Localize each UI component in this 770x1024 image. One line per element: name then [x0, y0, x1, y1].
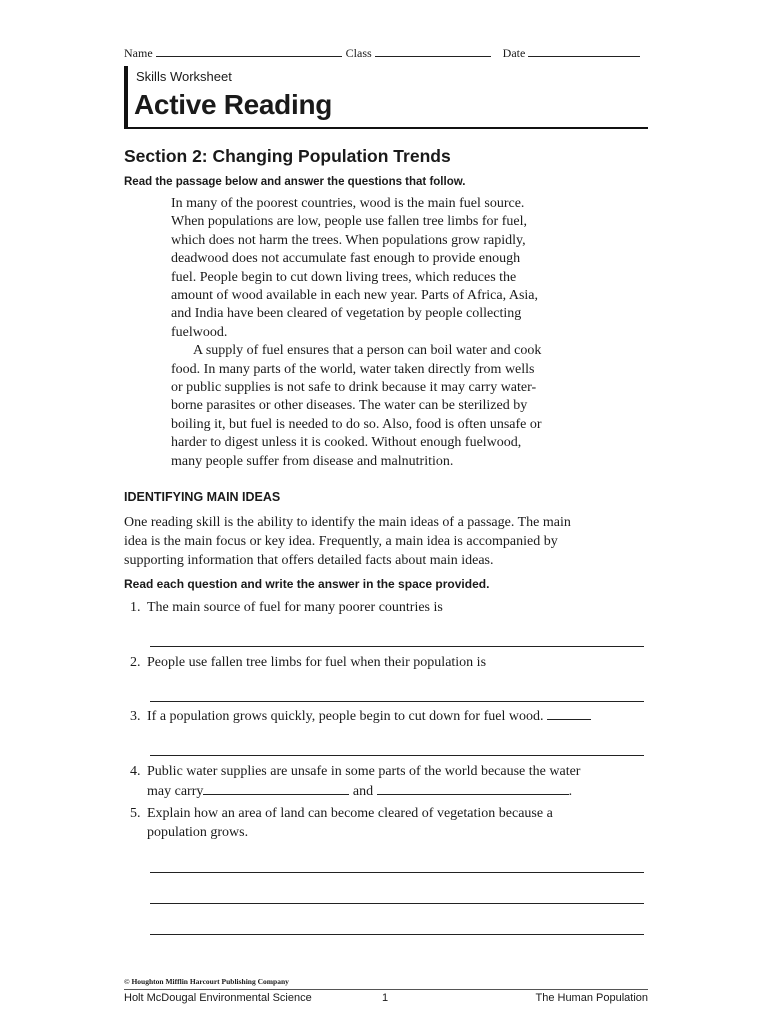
question-text-and: and: [352, 784, 374, 799]
passage-line: In many of the poorest countries, wood is the main fuel source.: [171, 196, 525, 211]
passage-line: many people suffer from disease and malnutrition.: [171, 453, 454, 469]
question-text: Public water supplies are unsafe in some parts of the world because the water: [147, 764, 581, 779]
question-number: 1.: [130, 600, 141, 615]
passage-paragraph-1: [171, 195, 611, 342]
section-heading: Section 2: Changing Population Trends: [124, 146, 451, 166]
passage-line: deadwood does not accumulate fast enough to provide enough: [171, 251, 521, 267]
page-title: Active Reading: [134, 89, 333, 120]
answer-blank-4b[interactable]: [377, 781, 569, 795]
reading-passage: [171, 195, 611, 471]
skill-line: One reading skill is the ability to identify the main ideas of a passage. The main: [124, 515, 571, 530]
question-number: 3.: [130, 709, 141, 724]
title-bar-rule: [124, 66, 128, 128]
answer-line-1[interactable]: [150, 646, 644, 647]
answer-line-5a[interactable]: [150, 872, 644, 873]
worksheet-kicker: Skills Worksheet: [136, 69, 232, 84]
question-text: Explain how an area of land can become cleared of vegetation because a: [147, 806, 553, 821]
question-text: People use fallen tree limbs for fuel when their population is: [147, 655, 487, 670]
question-text-cont: may carry: [147, 784, 204, 799]
passage-line: or public supplies is not safe to drink because it may carry water-: [171, 380, 537, 396]
answer-line-5c[interactable]: [150, 934, 644, 935]
date-field[interactable]: [528, 46, 640, 57]
question-text: The main source of fuel for many poorer countries is: [147, 600, 443, 615]
passage-line: fuelwood.: [171, 324, 228, 340]
answer-line-5b[interactable]: [150, 903, 644, 904]
skill-heading: IDENTIFYING MAIN IDEAS: [124, 490, 281, 504]
skill-line: idea is the main focus or key idea. Frequently, a main idea is accompanied by: [124, 534, 558, 549]
student-info-header: [124, 46, 648, 61]
question-number: 2.: [130, 655, 141, 670]
passage-line: A supply of fuel ensures that a person can boil water and cook: [193, 343, 542, 359]
copyright-notice: © Houghton Mifflin Harcourt Publishing Company: [124, 977, 289, 986]
passage-line: boiling it, but fuel is needed to do so. Also, food is often unsafe or: [171, 416, 542, 432]
question-number: 5.: [130, 806, 141, 821]
passage-line: When populations are low, people use fallen tree limbs for fuel,: [171, 214, 527, 230]
answer-line-2[interactable]: [150, 701, 644, 702]
passage-line: and India have been cleared of vegetation by people collecting: [171, 306, 522, 322]
question-text-cont: population grows.: [147, 825, 249, 840]
question-number: 4.: [130, 764, 141, 779]
passage-line: food. In many parts of the world, water taken directly from wells: [171, 361, 535, 377]
answer-line-3[interactable]: [150, 755, 644, 756]
passage-line: amount of wood available in each new year. Parts of Africa, Asia,: [171, 288, 538, 304]
question-text-period: .: [568, 784, 573, 799]
skill-line: supporting information that offers detailed facts about main ideas.: [124, 553, 494, 568]
page-number: 1: [382, 992, 389, 1004]
class-label: Class: [345, 46, 372, 60]
title-underline-rule: [124, 127, 648, 129]
passage-line: fuel. People begin to cut down living trees, which reduces the: [171, 269, 517, 285]
name-label: Name: [124, 46, 153, 60]
footer-chapter-title: The Human Population: [535, 992, 648, 1004]
name-field[interactable]: [156, 46, 342, 57]
footer-course-title: Holt McDougal Environmental Science: [124, 992, 312, 1004]
inline-answer-blank[interactable]: [547, 708, 591, 720]
passage-line: borne parasites or other diseases. The water can be sterilized by: [171, 398, 528, 414]
skill-description: [124, 513, 644, 570]
footer-rule: [124, 989, 648, 990]
passage-line: harder to digest unless it is cooked. Without enough fuelwood,: [171, 435, 522, 451]
questions-instruction: Read each question and write the answer in the space provided.: [124, 577, 490, 591]
date-label: Date: [502, 46, 526, 60]
passage-paragraph-2: [171, 342, 611, 471]
answer-blank-4a[interactable]: [203, 781, 349, 795]
class-field[interactable]: [375, 46, 491, 57]
passage-instruction: Read the passage below and answer the questions that follow.: [124, 176, 466, 188]
question-text: If a population grows quickly, people begin to cut down for fuel wood.: [147, 709, 544, 724]
passage-line: which does not harm the trees. When populations grow rapidly,: [171, 232, 526, 248]
